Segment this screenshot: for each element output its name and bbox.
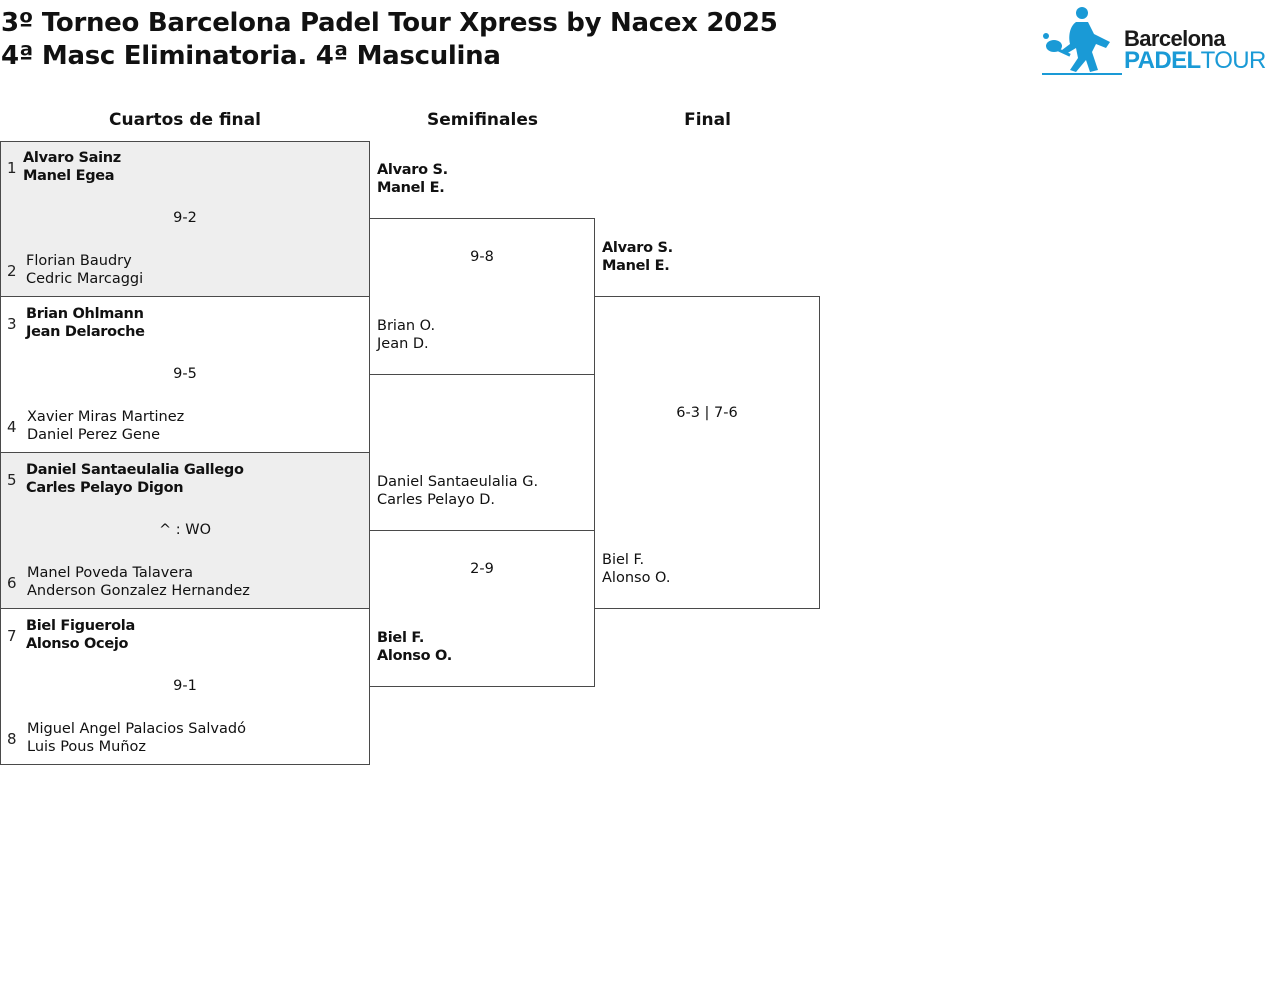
final-bottom-team bbox=[602, 551, 670, 587]
qf3-score: ^ : WO bbox=[158, 522, 211, 538]
player-name: Anderson Gonzalez Hernandez bbox=[27, 583, 250, 599]
qf4-score: 9-1 bbox=[173, 678, 197, 694]
seed-number: 3 bbox=[7, 315, 17, 333]
player-name: Alonso O. bbox=[602, 570, 671, 586]
seed-number: 5 bbox=[7, 471, 17, 489]
qf2-bottom-team bbox=[27, 408, 184, 444]
category-title: 4ª Masc Eliminatoria. 4ª Masculina bbox=[1, 41, 501, 71]
player-name: Biel Figuerola bbox=[26, 618, 135, 634]
padel-player-icon bbox=[1040, 4, 1124, 78]
final-top-team bbox=[602, 239, 673, 275]
round-header-quarterfinals: Cuartos de final bbox=[109, 110, 261, 130]
player-name: Brian Ohlmann bbox=[26, 306, 144, 322]
player-name: Manel E. bbox=[602, 258, 670, 274]
seed-number: 8 bbox=[7, 730, 17, 748]
seed-number: 1 bbox=[7, 159, 17, 177]
player-name: Jean Delaroche bbox=[26, 324, 145, 340]
player-name: Alonso O. bbox=[377, 648, 452, 664]
player-name: Cedric Marcaggi bbox=[26, 271, 144, 287]
qf4-top-team bbox=[26, 617, 135, 653]
sf2-bottom-team bbox=[377, 629, 452, 665]
player-name: Alvaro S. bbox=[602, 240, 673, 256]
qf1-bottom-team bbox=[26, 252, 143, 288]
player-name: Daniel Santaeulalia G. bbox=[377, 474, 539, 490]
player-name: Alvaro Sainz bbox=[23, 150, 121, 166]
player-name: Manel Egea bbox=[23, 168, 115, 184]
round-header-semifinals: Semifinales bbox=[427, 110, 538, 130]
seed-number: 7 bbox=[7, 627, 17, 645]
player-name: Biel F. bbox=[377, 630, 425, 646]
tournament-title: 3º Torneo Barcelona Padel Tour Xpress by Nacex 2025 bbox=[1, 8, 778, 38]
player-name: Jean D. bbox=[377, 336, 429, 352]
round-header-final: Final bbox=[684, 110, 731, 130]
player-name: Carles Pelayo D. bbox=[377, 492, 495, 508]
sf1-score: 9-8 bbox=[470, 249, 494, 265]
qf3-top-team bbox=[26, 461, 244, 497]
player-name: Carles Pelayo Digon bbox=[26, 480, 184, 496]
sf2-top-team bbox=[377, 473, 538, 509]
seed-number: 4 bbox=[7, 418, 17, 436]
player-name: Xavier Miras Martinez bbox=[27, 409, 185, 425]
qf2-top-team bbox=[26, 305, 145, 341]
player-name: Biel F. bbox=[602, 552, 645, 568]
player-name: Alonso Ocejo bbox=[26, 636, 129, 652]
logo-word-padeltour: PADELTOUR bbox=[1124, 47, 1266, 74]
player-name: Alvaro S. bbox=[377, 162, 448, 178]
qf2-score: 9-5 bbox=[173, 366, 197, 382]
qf1-top-team bbox=[23, 149, 121, 185]
logo-word-barcelona: Barcelona bbox=[1124, 26, 1225, 51]
qf3-bottom-team bbox=[27, 564, 250, 600]
sf1-bottom-team bbox=[377, 317, 435, 353]
seed-number: 2 bbox=[7, 262, 17, 280]
sf1-top-team bbox=[377, 161, 448, 197]
player-name: Daniel Perez Gene bbox=[27, 427, 161, 443]
seed-number: 6 bbox=[7, 574, 17, 592]
player-name: Brian O. bbox=[377, 318, 436, 334]
player-name: Manel Poveda Talavera bbox=[27, 565, 194, 581]
player-name: Daniel Santaeulalia Gallego bbox=[26, 462, 244, 478]
player-name: Miguel Angel Palacios Salvadó bbox=[27, 721, 246, 737]
barcelona-padel-tour-logo bbox=[1040, 4, 1272, 78]
player-name: Manel E. bbox=[377, 180, 445, 196]
player-name: Florian Baudry bbox=[26, 253, 132, 269]
final-score: 6-3 | 7-6 bbox=[676, 405, 738, 421]
qf1-score: 9-2 bbox=[173, 210, 197, 226]
sf2-score: 2-9 bbox=[470, 561, 494, 577]
qf4-bottom-team bbox=[27, 720, 246, 756]
player-name: Luis Pous Muñoz bbox=[27, 739, 147, 755]
